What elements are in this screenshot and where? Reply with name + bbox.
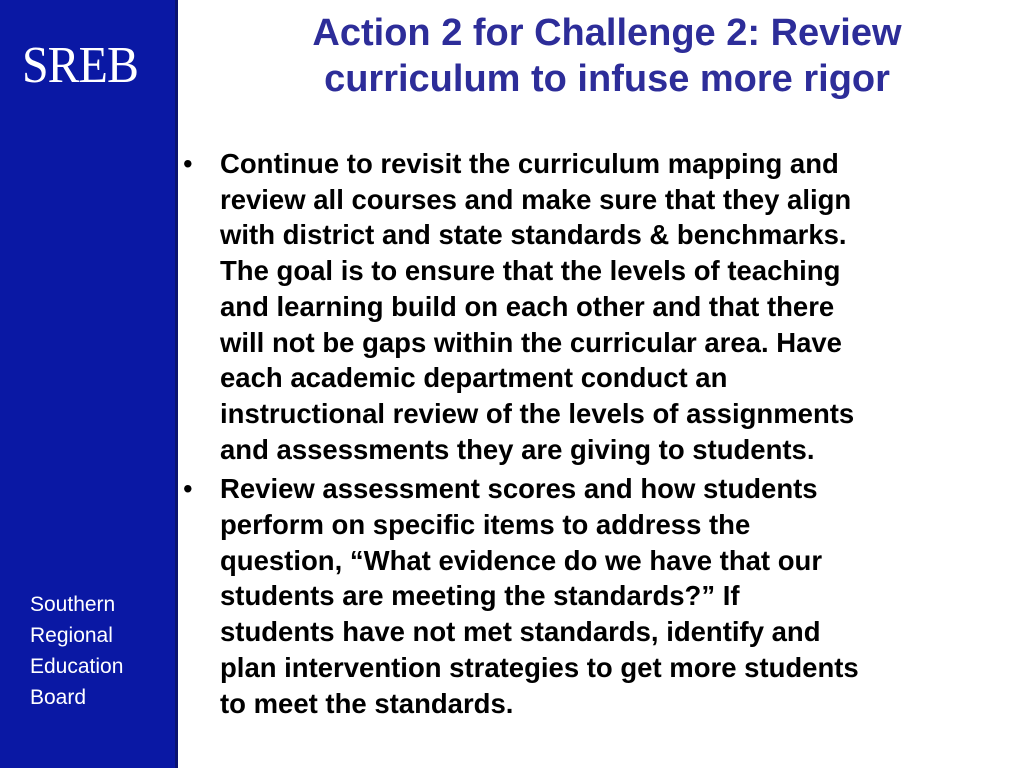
bullet-text-line: students are meeting the standards?” If: [220, 580, 740, 612]
bullet-text-line: instructional review of the levels of assignments: [220, 397, 855, 429]
bullet-text-line: and learning build on each other and that there: [220, 290, 835, 322]
bullet-marker: •: [183, 473, 193, 505]
sreb-logo: SREB: [22, 37, 138, 94]
bullet-text-line: plan intervention strategies to get more students: [220, 651, 859, 683]
slide-title-line: Action 2 for Challenge 2: Review: [312, 12, 902, 54]
organization-name-line: Education: [30, 655, 124, 678]
bullet-text-line: perform on specific items to address the: [220, 509, 751, 541]
organization-name: [30, 589, 123, 713]
bullet-text-line: students have not met standards, identify and: [220, 616, 821, 648]
bullet-list: [180, 146, 1020, 725]
bullet-text-line: The goal is to ensure that the levels of teaching: [220, 255, 841, 287]
bullet-marker: •: [183, 148, 193, 179]
bullet-text-line: with district and state standards & benchmarks.: [220, 219, 847, 251]
slide-title: [190, 10, 1024, 102]
bullet-text-line: question, “What evidence do we have that our: [220, 544, 823, 576]
organization-name-line: Regional: [30, 624, 113, 647]
bullet-text-line: will not be gaps within the curricular area. Have: [220, 326, 842, 358]
bullet-text-line: to meet the standards.: [220, 687, 514, 719]
bullet-text-line: Review assessment scores and how students: [220, 473, 818, 505]
bullet-text-line: and assessments they are giving to students.: [220, 433, 815, 465]
organization-name-line: Southern: [30, 593, 116, 616]
bullet-text-line: review all courses and make sure that they align: [220, 183, 852, 215]
slide-title-line: curriculum to infuse more rigor: [324, 58, 890, 100]
bullet-item-curriculum-mapping: [180, 146, 1020, 467]
bullet-item-assessment-scores: [180, 471, 1020, 721]
bullet-text-line: Continue to revisit the curriculum mapping and: [220, 148, 839, 179]
organization-name-line: Board: [30, 686, 87, 709]
sidebar: [0, 0, 178, 768]
bullet-text-line: each academic department conduct an: [220, 362, 728, 394]
